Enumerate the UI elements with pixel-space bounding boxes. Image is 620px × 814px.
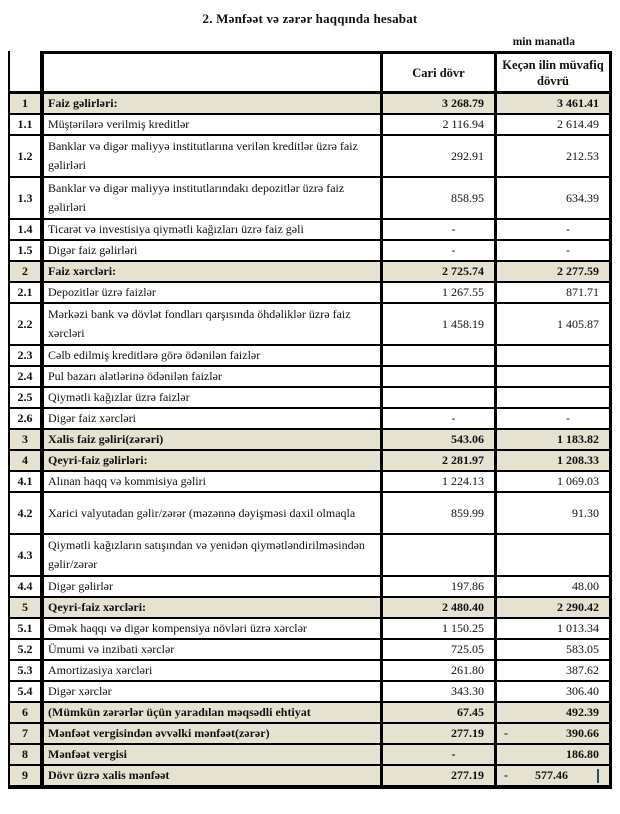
row-label-cell: Mərkəzi bank və dövlət fondları qarşısında öhdəliklər üzrə faiz xərcləri (44, 304, 383, 344)
current-value: 277.19 (451, 768, 484, 782)
value-cell-current (383, 178, 497, 218)
value-cell-previous (497, 661, 612, 680)
current-value: 2 116.94 (442, 117, 484, 131)
unit-note: min manatla (512, 36, 575, 48)
current-value: 2 725.74 (442, 264, 484, 278)
value-cell-previous (497, 640, 612, 659)
table-header-row (8, 51, 612, 94)
empty-value-dash: - (451, 747, 456, 761)
value-cell-current (383, 367, 497, 386)
value-cell-current (383, 115, 497, 134)
column-header-current-period: Cari dövr (383, 51, 497, 91)
row-number-cell: 1.3 (8, 178, 44, 218)
empty-value-dash: - (451, 411, 456, 425)
row-number-cell: 5.3 (8, 661, 44, 680)
row-number-cell: 4.4 (8, 577, 44, 596)
value-cell-current (383, 283, 497, 302)
previous-value: 871.71 (566, 285, 599, 299)
row-label-cell: Banklar və digər maliyyə institutlarına verilən kreditlər üzrə faiz gəlirləri (44, 136, 383, 176)
current-value: 277.19 (451, 726, 484, 740)
value-cell-previous (497, 703, 612, 722)
value-cell-current (383, 451, 497, 470)
table-row (8, 178, 612, 220)
value-cell-previous (497, 430, 612, 449)
previous-value: 1 208.33 (557, 453, 599, 467)
current-value: 67.45 (457, 705, 484, 719)
row-label-cell: Əmək haqqı və digər kompensiya növləri üzrə xərclər (44, 619, 383, 638)
table-row (8, 472, 612, 493)
previous-value: 583.05 (566, 642, 599, 656)
value-cell-current (383, 766, 497, 785)
value-cell-previous (497, 472, 612, 491)
table-row (8, 367, 612, 388)
table-body (8, 94, 612, 787)
value-cell-current (383, 682, 497, 701)
previous-value: 577.46 (535, 768, 568, 782)
value-cell-current (383, 661, 497, 680)
previous-value: 387.62 (566, 663, 599, 677)
row-label-cell: Dövr üzrə xalis mənfəət (44, 766, 383, 785)
row-number-cell: 4 (8, 451, 44, 470)
value-cell-current (383, 94, 497, 113)
value-cell-current (383, 220, 497, 239)
value-cell-previous (497, 745, 612, 764)
table-row (8, 598, 612, 619)
previous-value: 3 461.41 (557, 96, 599, 110)
row-label-cell: Mənfəət vergisi (44, 745, 383, 764)
row-label-cell: Digər faiz xərcləri (44, 409, 383, 428)
value-cell-previous (497, 493, 612, 533)
row-label-cell: Depozitlər üzrə faizlər (44, 283, 383, 302)
row-number-cell: 4.1 (8, 472, 44, 491)
empty-value-dash: - (566, 222, 570, 236)
previous-value: 390.66 (566, 726, 599, 740)
report-title: 2. Mənfəət və zərər haqqında hesabat (202, 11, 418, 26)
row-number-cell: 8 (8, 745, 44, 764)
row-label-cell: Qeyri-faiz xərcləri: (44, 598, 383, 617)
value-cell-previous (497, 451, 612, 470)
table-row (8, 136, 612, 178)
previous-value: 212.53 (566, 148, 599, 163)
row-number-cell: 3 (8, 430, 44, 449)
value-cell-current (383, 577, 497, 596)
table-row (8, 703, 612, 724)
previous-value: 1 069.03 (557, 474, 599, 488)
row-label-cell: Faiz gəlirləri: (44, 94, 383, 113)
current-value: 2 281.97 (442, 453, 484, 467)
row-label-cell: (Mümkün zərərlər üçün yaradılan məqsədli ehtiyat (44, 703, 383, 722)
row-number-cell: 4.2 (8, 493, 44, 533)
value-cell-current (383, 346, 497, 365)
row-label-cell: Faiz xərcləri: (44, 262, 383, 281)
current-value: 2 480.40 (442, 600, 484, 614)
previous-value: 1 013.34 (557, 621, 599, 635)
row-number-cell: 2.4 (8, 367, 44, 386)
profit-loss-table (8, 51, 612, 789)
row-number-cell: 5 (8, 598, 44, 617)
empty-value-dash: - (451, 222, 456, 236)
value-cell-current (383, 430, 497, 449)
current-value: 859.99 (451, 505, 484, 520)
value-cell-current (383, 493, 497, 533)
value-cell-current (383, 409, 497, 428)
row-number-cell: 1.5 (8, 241, 44, 260)
row-number-cell: 2.2 (8, 304, 44, 344)
value-cell-previous (497, 262, 612, 281)
row-label-cell: Xarici valyutadan gəlir/zərər (məzənnə dəyişməsi daxil olmaqla (44, 493, 383, 533)
empty-value-dash: - (566, 243, 570, 257)
value-cell-current (383, 136, 497, 176)
value-cell-current (383, 535, 497, 575)
current-value: 725.05 (451, 642, 484, 656)
current-value: 1 150.25 (442, 621, 484, 635)
table-row (8, 577, 612, 598)
row-label-cell: Digər gəlirlər (44, 577, 383, 596)
value-cell-current (383, 619, 497, 638)
row-number-cell: 2.5 (8, 388, 44, 407)
table-row (8, 745, 612, 766)
previous-value: 306.40 (566, 684, 599, 698)
value-cell-current (383, 472, 497, 491)
table-row (8, 262, 612, 283)
previous-value: 48.00 (572, 579, 599, 593)
previous-value: 2 614.49 (557, 117, 599, 131)
row-label-cell: Pul bazarı alətlərinə ödənilən faizlər (44, 367, 383, 386)
table-row (8, 241, 612, 262)
text-cursor (597, 769, 599, 783)
value-cell-previous (497, 178, 612, 218)
value-cell-previous (497, 283, 612, 302)
table-row (8, 115, 612, 136)
row-number-cell: 5.1 (8, 619, 44, 638)
value-cell-current (383, 745, 497, 764)
row-number-cell: 2.3 (8, 346, 44, 365)
previous-value: 634.39 (566, 190, 599, 205)
row-label-cell: Müştərilərə verilmiş kreditlər (44, 115, 383, 134)
current-value: 1 224.13 (442, 474, 484, 488)
value-cell-previous (497, 388, 612, 407)
current-value: 543.06 (451, 432, 484, 446)
value-cell-previous (497, 577, 612, 596)
row-number-cell: 5.4 (8, 682, 44, 701)
value-cell-current (383, 640, 497, 659)
current-value: 261.80 (451, 663, 484, 677)
value-cell-previous (497, 346, 612, 365)
row-label-cell: Digər xərclər (44, 682, 383, 701)
previous-value: 1 405.87 (557, 316, 599, 331)
value-cell-previous (497, 94, 612, 113)
row-label-cell: Qiymətli kağızların satışından və yenidən qiymətləndirilməsindən gəlir/zərər (44, 535, 383, 575)
value-cell-current (383, 388, 497, 407)
row-number-cell: 4.3 (8, 535, 44, 575)
row-number-cell: 1.2 (8, 136, 44, 176)
table-row (8, 304, 612, 346)
table-row (8, 94, 612, 115)
value-cell-previous (497, 535, 612, 575)
value-cell-current (383, 262, 497, 281)
value-cell-previous (497, 682, 612, 701)
table-row (8, 619, 612, 640)
value-cell-previous (497, 367, 612, 386)
row-number-cell: 2.6 (8, 409, 44, 428)
row-label-cell: Banklar və digər maliyyə institutlarındakı depozitlər üzrə faiz gəlirləri (44, 178, 383, 218)
row-number-cell: 1 (8, 94, 44, 113)
value-cell-previous (497, 724, 612, 743)
row-label-cell: Ümumi və inzibati xərclər (44, 640, 383, 659)
value-cell-current (383, 703, 497, 722)
previous-value: 186.80 (566, 747, 599, 761)
value-cell-previous (497, 766, 612, 785)
table-row (8, 283, 612, 304)
row-label-cell: Cəlb edilmiş kreditlərə görə ödənilən faizlər (44, 346, 383, 365)
row-label-cell: Alınan haqq və kommisiya gəliri (44, 472, 383, 491)
table-row (8, 388, 612, 409)
current-value: 858.95 (451, 190, 484, 205)
empty-value-dash: - (451, 243, 456, 257)
previous-value: 492.39 (566, 705, 599, 719)
row-number-cell: 6 (8, 703, 44, 722)
value-cell-previous (497, 115, 612, 134)
table-row (8, 682, 612, 703)
table-row (8, 409, 612, 430)
table-row (8, 451, 612, 472)
current-value: 197.86 (451, 579, 484, 593)
current-value: 1 267.55 (442, 285, 484, 299)
negative-sign: - (504, 726, 508, 740)
previous-value: 91.30 (572, 505, 599, 520)
current-value: 1 458.19 (442, 316, 484, 331)
empty-value-dash: - (566, 411, 570, 425)
previous-value: 1 183.82 (557, 432, 599, 446)
table-row (8, 430, 612, 451)
value-cell-previous (497, 136, 612, 176)
row-number-cell: 2 (8, 262, 44, 281)
table-row (8, 220, 612, 241)
value-cell-previous (497, 409, 612, 428)
column-header-number (8, 51, 44, 91)
row-number-cell: 1.1 (8, 115, 44, 134)
row-label-cell: Mənfəət vergisindən əvvəlki mənfəət(zərər) (44, 724, 383, 743)
row-number-cell: 7 (8, 724, 44, 743)
value-cell-previous (497, 241, 612, 260)
row-label-cell: Qeyri-faiz gəlirləri: (44, 451, 383, 470)
table-row (8, 724, 612, 745)
row-label-cell: Ticarət və investisiya qiymətli kağızları üzrə faiz gəli (44, 220, 383, 239)
row-number-cell: 9 (8, 766, 44, 785)
previous-value: 2 277.59 (557, 264, 599, 278)
current-value: 292.91 (451, 148, 484, 163)
row-label-cell: Xalis faiz gəliri(zərəri) (44, 430, 383, 449)
column-header-previous-period: Keçən ilin müvafiq dövrü (497, 51, 612, 91)
table-row (8, 493, 612, 535)
row-label-cell: Amortizasiya xərcləri (44, 661, 383, 680)
table-row (8, 346, 612, 367)
value-cell-previous (497, 304, 612, 344)
row-label-cell: Qiymətli kağızlar üzrə faizlər (44, 388, 383, 407)
value-cell-previous (497, 598, 612, 617)
row-number-cell: 1.4 (8, 220, 44, 239)
table-row (8, 766, 612, 787)
previous-value: 2 290.42 (557, 600, 599, 614)
row-number-cell: 2.1 (8, 283, 44, 302)
row-number-cell: 5.2 (8, 640, 44, 659)
current-value: 343.30 (451, 684, 484, 698)
table-row (8, 535, 612, 577)
value-cell-current (383, 241, 497, 260)
row-label-cell: Digər faiz gəlirləri (44, 241, 383, 260)
value-cell-previous (497, 619, 612, 638)
column-header-description (44, 51, 383, 91)
current-value: 3 268.79 (442, 96, 484, 110)
negative-sign: - (504, 768, 508, 782)
table-row (8, 640, 612, 661)
value-cell-previous (497, 220, 612, 239)
value-cell-current (383, 724, 497, 743)
table-row (8, 661, 612, 682)
value-cell-current (383, 598, 497, 617)
value-cell-current (383, 304, 497, 344)
